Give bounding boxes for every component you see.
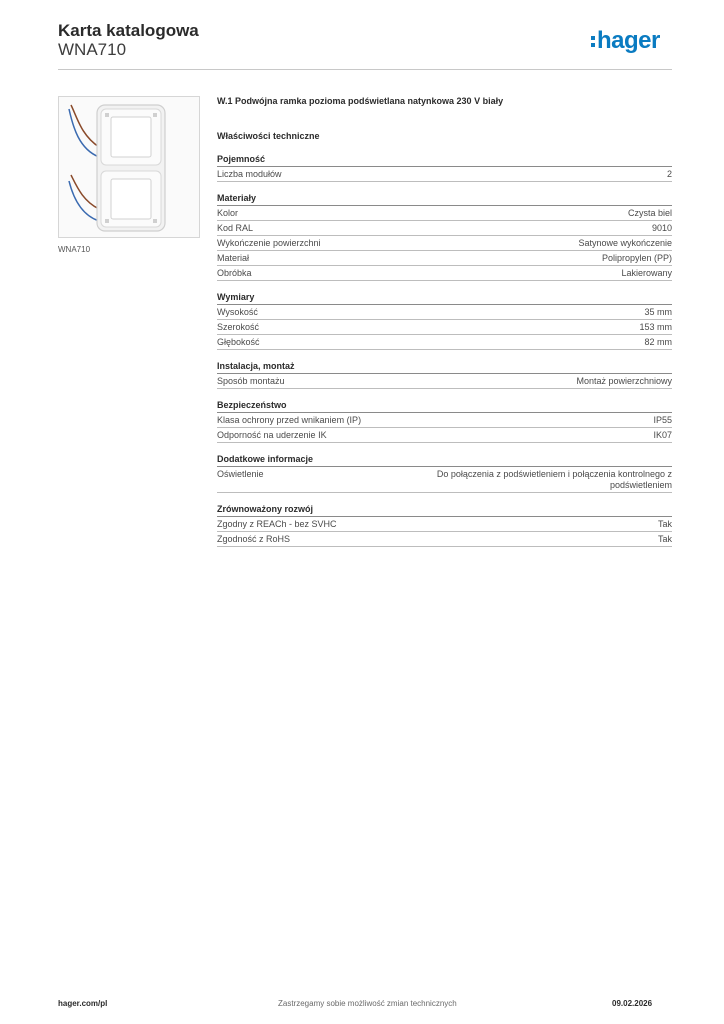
spec-value: Lakierowany	[621, 268, 672, 278]
section-title: Zrównoważony rozwój	[217, 503, 672, 517]
spec-value: 82 mm	[644, 337, 672, 347]
section-title: Wymiary	[217, 291, 672, 305]
footer-disclaimer: Zastrzegamy sobie możliwość zmian technicznych	[278, 999, 457, 1008]
spec-value: 153 mm	[639, 322, 672, 332]
spec-value: 9010	[651, 223, 672, 233]
spec-value: Czysta biel	[627, 208, 672, 218]
spec-label: Zgodny z REACh - bez SVHC	[217, 519, 337, 529]
spec-label: Wykończenie powierzchni	[217, 238, 321, 248]
document-title: Karta katalogowa	[58, 21, 199, 40]
spec-section	[217, 153, 672, 182]
spec-row	[217, 467, 672, 493]
spec-row	[217, 374, 672, 389]
footer-website[interactable]: hager.com/pl	[58, 999, 108, 1008]
spec-value: Montaż powierzchniowy	[576, 376, 672, 386]
spec-row	[217, 206, 672, 221]
spec-row	[217, 428, 672, 443]
spec-row	[217, 413, 672, 428]
spec-section	[217, 192, 672, 281]
section-title: Bezpieczeństwo	[217, 399, 672, 413]
spec-row	[217, 532, 672, 547]
spec-row	[217, 251, 672, 266]
spec-label: Sposób montażu	[217, 376, 285, 386]
section-title: Dodatkowe informacje	[217, 453, 672, 467]
spec-label: Odporność na uderzenie IK	[217, 430, 327, 440]
spec-label: Kod RAL	[217, 223, 254, 233]
logo-dots-icon	[591, 32, 595, 50]
specifications	[217, 95, 672, 547]
logo-text: hager	[597, 27, 660, 54]
section-title: Pojemność	[217, 153, 672, 167]
spec-section	[217, 291, 672, 350]
spec-label: Klasa ochrony przed wnikaniem (IP)	[217, 415, 362, 425]
spec-label: Głębokość	[217, 337, 260, 347]
section-title: Materiały	[217, 192, 672, 206]
spec-row	[217, 305, 672, 320]
spec-value: Do połączenia z podświetleniem i połączenia kontrolnego z podświetleniem	[436, 469, 672, 490]
product-code: WNA710	[58, 40, 127, 59]
spec-value: Satynowe wykończenie	[578, 238, 672, 248]
spec-label: Obróbka	[217, 268, 252, 278]
spec-row	[217, 335, 672, 350]
spec-label: Kolor	[217, 208, 239, 218]
spec-row	[217, 221, 672, 236]
spec-value: Tak	[657, 519, 672, 529]
spec-row	[217, 266, 672, 281]
spec-section	[217, 399, 672, 443]
double-frame-icon	[59, 97, 199, 237]
header-divider	[58, 69, 672, 70]
spec-label: Szerokość	[217, 322, 260, 332]
section-title: Instalacja, montaż	[217, 360, 672, 374]
spec-label: Materiał	[217, 253, 250, 263]
spec-sections	[217, 153, 672, 547]
spec-row	[217, 517, 672, 532]
spec-row	[217, 167, 672, 182]
spec-value: IP55	[653, 415, 672, 425]
spec-row	[217, 236, 672, 251]
spec-value: Tak	[657, 534, 672, 544]
technical-properties-heading: Właściwości techniczne	[217, 131, 320, 141]
spec-row	[217, 320, 672, 335]
spec-value: 35 mm	[644, 307, 672, 317]
spec-section	[217, 360, 672, 389]
spec-section	[217, 453, 672, 493]
spec-label: Zgodność z RoHS	[217, 534, 291, 544]
spec-value: Polipropylen (PP)	[601, 253, 672, 263]
spec-value: IK07	[653, 430, 672, 440]
image-caption: WNA710	[58, 245, 91, 254]
product-image	[58, 96, 200, 238]
spec-label: Oświetlenie	[217, 469, 264, 479]
product-name: W.1 Podwójna ramka pozioma podświetlana natynkowa 230 V biały	[217, 96, 504, 106]
footer-date: 09.02.2026	[612, 999, 653, 1008]
hager-logo	[591, 27, 660, 55]
spec-label: Wysokość	[217, 307, 258, 317]
spec-value: 2	[666, 169, 672, 179]
spec-section	[217, 503, 672, 547]
spec-label: Liczba modułów	[217, 169, 282, 179]
